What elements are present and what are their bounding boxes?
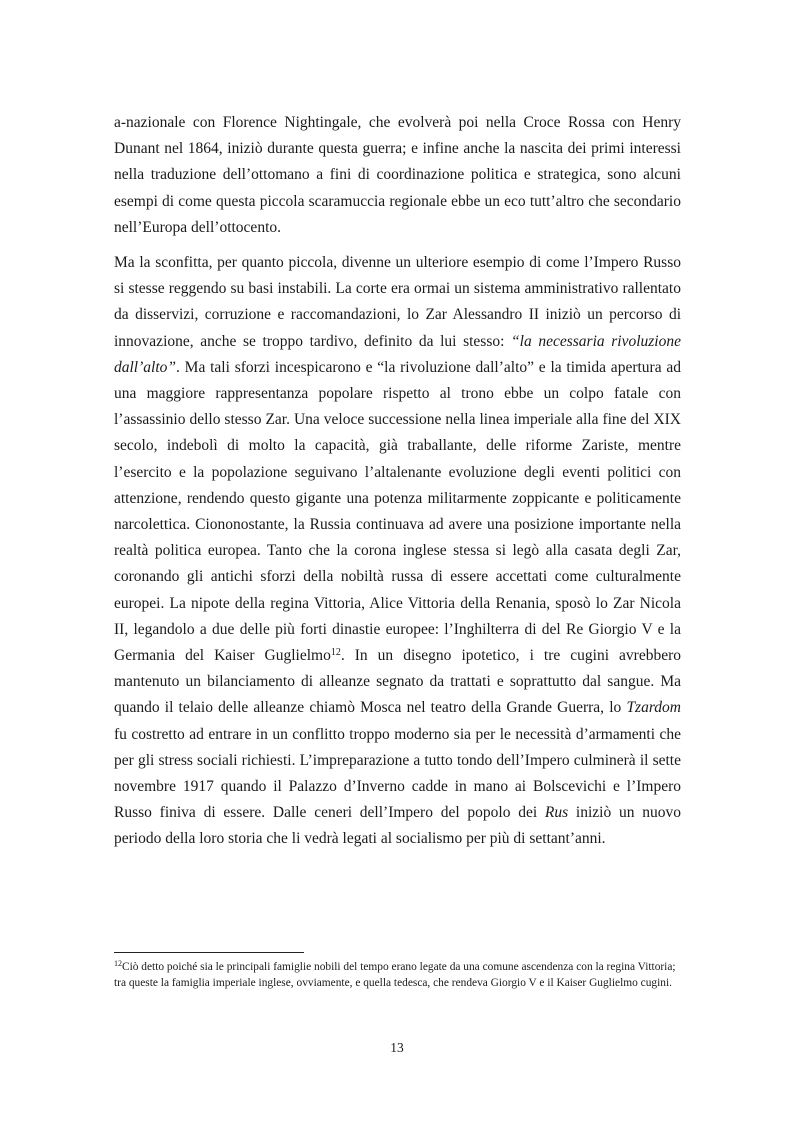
- paragraph-2-text-a: Ma la sconfitta, per quanto piccola, divenne un ulteriore esempio di come l’Impero Russo si stesse reggendo su basi instabili. La corte era ormai un sistema amministrativo rallentato da disservizi, corruzione e raccomandazioni, lo Zar Alessandro II iniziò un percorso di innovazione, anche se troppo tardivo, definito da lui stesso:: [114, 254, 681, 350]
- paragraph-1: [114, 110, 681, 241]
- paragraph-2-text-e: iniziò un nuovo periodo della loro storia che li vedrà legati al socialismo per più di settant’anni.: [114, 804, 681, 848]
- footnote-number: 12: [114, 959, 122, 968]
- footnote-text: Ciò detto poiché sia le principali famiglie nobili del tempo erano legate da una comune ascendenza con la regina Vittoria; tra queste la famiglia imperiale inglese, ovviamente, e quella tedesca, che rendeva Giorgio V e il Kaiser Guglielmo cugini.: [114, 961, 676, 989]
- paragraph-2-text-c: . In un disegno ipotetico, i tre cugini avrebbero mantenuto un bilanciamento di alleanze segnato da trattati e soprattutto dal sangue. Ma quando il telaio delle alleanze chiamò Mosca nel teatro della Grande Guerra, lo: [114, 647, 681, 717]
- paragraph-1-text: a-nazionale con Florence Nightingale, che evolverà poi nella Croce Rossa con Henry Dunant nel 1864, iniziò durante questa guerra; e infine anche la nascita dei primi interessi nella traduzione dell’ottomano a fini di coordinazione politica e strategica, sono alcuni esempi di come questa piccola scaramuccia regionale ebbe un eco tutt’altro che secondario nell’Europa dell’ottocento.: [114, 114, 681, 236]
- term-rus: Rus: [544, 804, 569, 822]
- page-number: 13: [390, 1040, 404, 1055]
- body-text: [114, 110, 681, 853]
- quote-necessaria-rivoluzione: “la necessaria rivoluzione dall’alto”: [114, 332, 681, 376]
- footnote-reference[interactable]: 12: [330, 647, 341, 659]
- term-tzardom: Tzardom: [626, 699, 681, 717]
- paragraph-2-text-b: . Ma tali sforzi incespicarono e “la rivoluzione dall’alto” e la timida apertura ad una maggiore rappresentanza popolare rispetto al trono ebbe un colpo fatale con l’assassinio dello stesso Zar. Una veloce successione nella linea imperiale alla fine del XIX secolo, indebolì di molto la capacità, già traballante, delle riforme Zariste, mentre l’esercito e la popolazione seguivano l’altalenante evoluzione degli eventi politici con attenzione, rendendo questo gigante una potenza militarmente zoppicante e politicamente narcolettica. Ciononostante, la Russia continuava ad avere una posizione importante nella realtà politica europea. Tanto che la corona inglese stessa si legò alla casata degli Zar, coronando gli antichi sforzi della nobiltà russa di essere accettati come culturalmente europei. La nipote della regina Vittoria, Alice Vittoria della Renania, sposò lo Zar Nicola II, legandolo a due delle più forti dinastie europee: l’Inghilterra di del Re Giorgio V e la Germania del Kaiser Guglielmo: [114, 358, 681, 665]
- paragraph-2: [114, 250, 681, 853]
- paragraph-2-text-d: fu costretto ad entrare in un conflitto troppo moderno sia per le necessità d’armamenti che per gli stress sociali richiesti. L’impreparazione a tutto tondo dell’Impero culminerà il sette novembre 1917 quando il Palazzo d’Inverno cadde in mano ai Bolscevichi e l’Impero Russo finiva di essere. Dalle ceneri dell’Impero del popolo dei: [114, 725, 681, 822]
- footnote-divider: [114, 952, 304, 953]
- footnote: [114, 960, 681, 991]
